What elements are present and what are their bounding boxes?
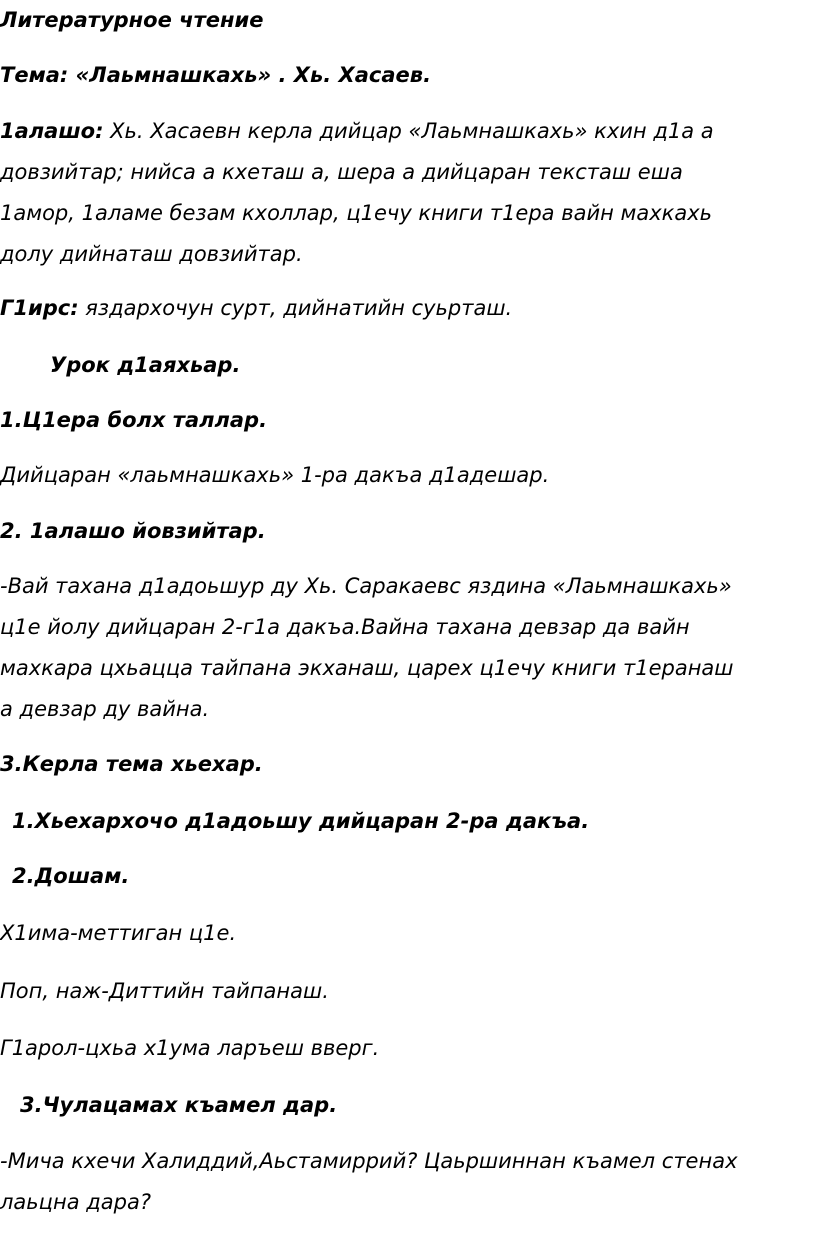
step2-line-4: а девзар ду вайна.: [0, 697, 210, 721]
step3-heading: 3.Керла тема хьехар.: [0, 752, 263, 776]
equipment-line: [0, 294, 512, 322]
equipment-text: яздархочун сурт, дийнатийн суьрташ.: [85, 296, 513, 320]
goal-line-4: долу дийнаташ довзийтар.: [0, 242, 303, 266]
vocab-item-3: Г1арол-цхьа х1ума ларъеш вверг.: [0, 1036, 380, 1060]
step2-line-3: махкара цхьацца тайпана экханаш, царех ц1ечу книги т1еранаш: [0, 656, 734, 680]
step3-sub2: 2.Дошам.: [12, 864, 130, 888]
step3-sub3: 3.Чулацамах къамел дар.: [20, 1093, 338, 1117]
vocab-item-1: Х1има-меттиган ц1е.: [0, 921, 237, 945]
goal-label: 1алашо:: [0, 119, 104, 143]
goal-line-1: [0, 117, 714, 145]
equipment-label: Г1ирс:: [0, 296, 79, 320]
subject-heading: Литературное чтение: [0, 8, 264, 32]
step2-line-1: -Вай тахана д1адоьшур ду Хь. Саракаевс яздина «Лаьмнашкахь»: [0, 574, 732, 598]
goal-line-2: довзийтар; нийса а кхеташ а, шера а дийцаран тексташ еша: [0, 160, 683, 184]
question-line-1: -Мича кхечи Халиддий,Аьстамиррий? Цаьршиннан къамел стенах: [0, 1149, 738, 1173]
step2-line-2: ц1е йолу дийцаран 2-г1а дакъа.Вайна тахана девзар да вайн: [0, 615, 690, 639]
step2-heading: 2. 1алашо йовзийтар.: [0, 519, 266, 543]
vocab-item-2: Поп, наж-Диттийн тайпанаш.: [0, 979, 329, 1003]
step1-text: Дийцаран «лаьмнашкахь» 1-ра дакъа д1адешар.: [0, 463, 550, 487]
topic-heading: Тема: «Лаьмнашкахь» . Хь. Хасаев.: [0, 63, 432, 87]
question-line-2: лаьцна дара?: [0, 1190, 151, 1214]
step1-heading: 1.Ц1ера болх таллар.: [0, 408, 268, 432]
goal-text-1: Хь. Хасаевн керла дийцар «Лаьмнашкахь» кхин д1а а: [110, 119, 714, 143]
lesson-flow-heading: Урок д1аяхьар.: [50, 353, 241, 377]
step3-sub1: 1.Хьехархочо д1адоьшу дийцаран 2-ра дакъа.: [12, 809, 590, 833]
goal-line-3: 1амор, 1аламе безам кхоллар, ц1ечу книги т1ера вайн махкахь: [0, 201, 713, 225]
